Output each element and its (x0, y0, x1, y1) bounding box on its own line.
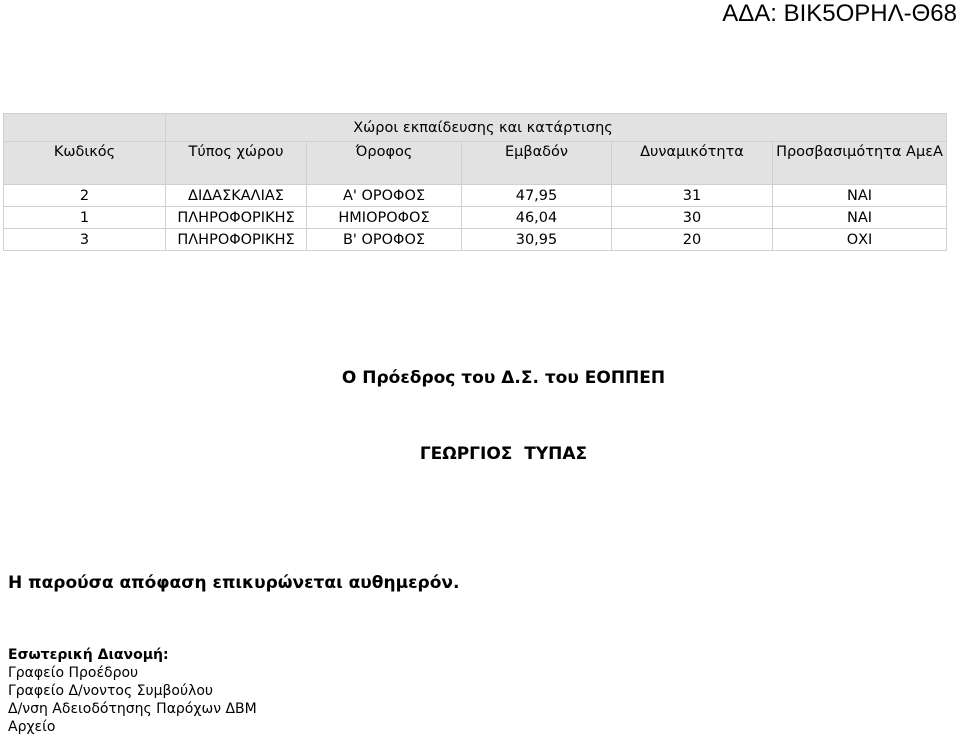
cell-code: 1 (4, 207, 166, 229)
column-header-floor: Όροφος (307, 142, 462, 185)
column-header-space-type: Τύπος χώρου (166, 142, 307, 185)
table-title-row (4, 114, 947, 142)
cell-space-type: ΔΙΔΑΣΚΑΛΙΑΣ (166, 185, 307, 207)
cell-accessibility: ΟΧΙ (773, 229, 947, 251)
distribution-item: Γραφείο Προέδρου (8, 665, 139, 681)
table-row (4, 229, 947, 251)
cell-capacity: 31 (612, 185, 773, 207)
table-row (4, 185, 947, 207)
validation-statement: Η παρούσα απόφαση επικυρώνεται αυθημερόν. (8, 573, 460, 593)
internal-distribution (8, 646, 257, 736)
distribution-item: Αρχείο (8, 719, 56, 735)
cell-floor: Β' ΟΡΟΦΟΣ (307, 229, 462, 251)
training-spaces-table (3, 113, 947, 251)
table-row (4, 207, 947, 229)
cell-capacity: 30 (612, 207, 773, 229)
cell-area: 30,95 (462, 229, 612, 251)
distribution-heading: Εσωτερική Διανομή: (8, 647, 169, 663)
column-header-area: Εμβαδόν (462, 142, 612, 185)
distribution-item: Γραφείο Δ/νοντος Συμβούλου (8, 683, 214, 699)
cell-area: 47,95 (462, 185, 612, 207)
signatory-name: ΓΕΩΡΓΙΟΣ ΤΥΠΑΣ (419, 444, 588, 464)
cell-code: 3 (4, 229, 166, 251)
cell-area: 46,04 (462, 207, 612, 229)
cell-space-type: ΠΛΗΡΟΦΟΡΙΚΗΣ (166, 229, 307, 251)
cell-accessibility: ΝΑΙ (773, 207, 947, 229)
table-title: Χώροι εκπαίδευσης και κατάρτισης (166, 114, 947, 142)
cell-accessibility: ΝΑΙ (773, 185, 947, 207)
cell-floor: Α' ΟΡΟΦΟΣ (307, 185, 462, 207)
cell-floor: ΗΜΙΟΡΟΦΟΣ (307, 207, 462, 229)
column-header-accessibility: Προσβασιμότητα ΑμεΑ (773, 142, 947, 185)
cell-code: 2 (4, 185, 166, 207)
cell-space-type: ΠΛΗΡΟΦΟΡΙΚΗΣ (166, 207, 307, 229)
distribution-item: Δ/νση Αδειοδότησης Παρόχων ΔΒΜ (8, 701, 257, 717)
table-header-row (4, 142, 947, 185)
column-header-capacity: Δυναμικότητα (612, 142, 773, 185)
ada-identifier: ΑΔΑ: ΒΙΚ5ΟΡΗΛ-Θ68 (722, 0, 957, 27)
cell-capacity: 20 (612, 229, 773, 251)
column-header-code: Κωδικός (4, 142, 166, 185)
signatory-title: Ο Πρόεδρος του Δ.Σ. του ΕΟΠΠΕΠ (341, 368, 666, 388)
table-title-spacer (4, 114, 166, 142)
